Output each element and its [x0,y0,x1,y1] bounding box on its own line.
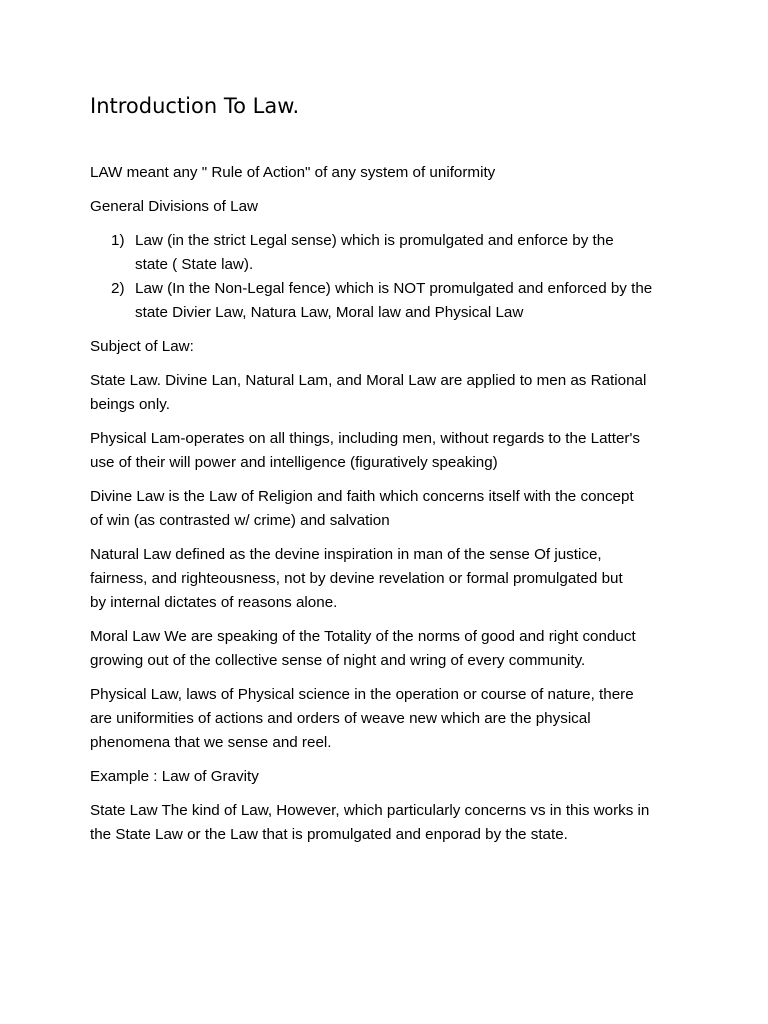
paragraph-divisions-heading [90,195,690,219]
list-item-line: state ( State law). [135,256,254,273]
divisions-list [90,229,690,325]
paragraph-line: phenomena that we sense and reel. [90,734,332,751]
list-marker: 1) [111,232,125,249]
paragraph-line: use of their will power and intelligence (figuratively speaking) [90,454,498,471]
paragraph-line: by internal dictates of reasons alone. [90,594,338,611]
paragraph-line: LAW meant any " Rule of Action" of any system of uniformity [90,164,496,181]
paragraph-subject-heading [90,335,690,359]
paragraph-line: growing out of the collective sense of night and wring of every community. [90,652,586,669]
paragraph-physical-law [90,683,690,755]
paragraph-line: Natural Law defined as the devine inspiration in man of the sense Of justice, [90,546,602,563]
list-item-line: Law (In the Non-Legal fence) which is NOT promulgated and enforced by the [135,280,653,297]
paragraph-moral-law [90,625,690,673]
paragraph-line: Divine Law is the Law of Religion and faith which concerns itself with the concept [90,488,634,505]
document-title: Introduction To Law. [90,94,300,118]
paragraph-line: Subject of Law: [90,338,194,355]
paragraph-line: Physical Lam-operates on all things, including men, without regards to the Latter's [90,430,640,447]
list-marker: 2) [111,280,125,297]
paragraph-line: General Divisions of Law [90,198,258,215]
list-item-line: Law (in the strict Legal sense) which is promulgated and enforce by the [135,232,614,249]
paragraph-definition [90,161,690,185]
paragraph-line: are uniformities of actions and orders of weave new which are the physical [90,710,591,727]
paragraph-line: of win (as contrasted w/ crime) and salvation [90,512,390,529]
paragraph-line: fairness, and righteousness, not by devine revelation or formal promulgated but [90,570,623,587]
paragraph-physical-lam [90,427,690,475]
paragraph-line: State Law The kind of Law, However, which particularly concerns vs in this works in [90,802,650,819]
document-body [90,161,690,857]
list-item-line: state Divier Law, Natura Law, Moral law and Physical Law [135,304,524,321]
paragraph-divine-law [90,485,690,533]
paragraph-line: Moral Law We are speaking of the Totality of the norms of good and right conduct [90,628,636,645]
paragraph-natural-law [90,543,690,615]
paragraph-line: beings only. [90,396,170,413]
list-item [90,277,690,325]
list-item [90,229,690,277]
paragraph-line: State Law. Divine Lan, Natural Lam, and Moral Law are applied to men as Rational [90,372,647,389]
paragraph-line: Example : Law of Gravity [90,768,259,785]
paragraph-line: the State Law or the Law that is promulgated and enporad by the state. [90,826,568,843]
paragraph-example [90,765,690,789]
paragraph-state-law-closing [90,799,690,847]
paragraph-state-law [90,369,690,417]
paragraph-line: Physical Law, laws of Physical science in the operation or course of nature, there [90,686,634,703]
